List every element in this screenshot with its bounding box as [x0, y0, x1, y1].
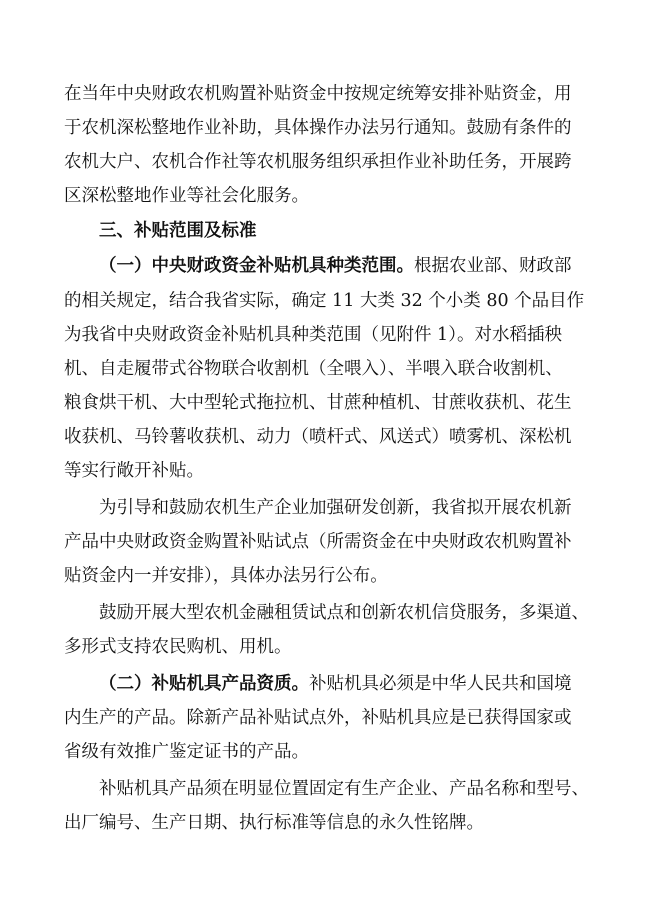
paragraph-text: 农机大户、农机合作社等农机服务组织承担作业补助任务，开展跨 [64, 152, 572, 172]
text-line [0, 386, 650, 420]
text-line [0, 667, 650, 701]
text-line [0, 806, 650, 840]
text-line [0, 249, 650, 283]
text-line [0, 420, 650, 454]
paragraph-text: 省级有效推广鉴定证书的产品。 [64, 742, 309, 762]
section-heading [0, 214, 650, 248]
paragraph-text: 为引导和鼓励农机生产企业加强研发创新，我省拟开展农机新 [99, 498, 572, 518]
text-line [0, 352, 650, 386]
paragraph-text: 根据农业部、财政部 [414, 256, 572, 276]
text-line [0, 179, 650, 213]
paragraph-text: 补贴机具产品须在明显位置固定有生产企业、产品名称和型号、 [99, 779, 589, 799]
paragraph-text: 在当年中央财政农机购置补贴资金中按规定统筹安排补贴资金，用 [64, 84, 572, 104]
paragraph-text: 为我省中央财政资金补贴机具种类范围（见附件 1）。对水稻插秧 [64, 325, 562, 345]
paragraph-text: 鼓励开展大型农机金融租赁试点和创新农机信贷服务，多渠道、 [99, 603, 589, 623]
text-line [0, 145, 650, 179]
paragraph-text: 粮食烘干机、大中型轮式拖拉机、甘蔗种植机、甘蔗收获机、花生 [64, 393, 572, 413]
paragraph-text: 于农机深松整地作业补助，具体操作办法另行通知。鼓励有条件的 [64, 118, 572, 138]
paragraph-text: 区深松整地作业等社会化服务。 [64, 186, 309, 206]
paragraph-text: 多形式支持农民购机、用机。 [64, 637, 292, 657]
text-line [0, 284, 650, 318]
text-line [0, 491, 650, 525]
text-line [0, 735, 650, 769]
text-line [0, 701, 650, 735]
paragraph-text: 的相关规定，结合我省实际，确定 11 大类 32 个小类 80 个品目作 [64, 291, 585, 311]
paragraph-text: 贴资金内一并安排），具体办法另行公布。 [64, 566, 388, 586]
text-line [0, 111, 650, 145]
text-line [0, 318, 650, 352]
section-heading-text: 三、补贴范围及标准 [99, 221, 257, 241]
paragraph-text: 内生产的产品。除新产品补贴试点外，补贴机具应是已获得国家或 [64, 708, 572, 728]
paragraph-text: 收获机、马铃薯收获机、动力（喷杆式、风送式）喷雾机、深松机 [64, 427, 572, 447]
paragraph-text: 机、自走履带式谷物联合收割机（全喂入）、半喂入联合收割机、 [64, 359, 563, 379]
subsection-title: （二）补贴机具产品资质。 [99, 674, 309, 694]
paragraph-text: 出厂编号、生产日期、执行标准等信息的永久性铭牌。 [64, 813, 484, 833]
text-line [0, 772, 650, 806]
text-line [0, 525, 650, 559]
paragraph-text: 产品中央财政资金购置补贴试点（所需资金在中央财政农机购置补 [64, 532, 572, 552]
text-line [0, 596, 650, 630]
text-line [0, 77, 650, 111]
paragraph-text: 等实行敞开补贴。 [64, 461, 204, 481]
paragraph-text: 补贴机具必须是中华人民共和国境 [309, 674, 572, 694]
text-line [0, 559, 650, 593]
text-line [0, 454, 650, 488]
text-line [0, 630, 650, 664]
subsection-title: （一）中央财政资金补贴机具种类范围。 [99, 256, 414, 276]
